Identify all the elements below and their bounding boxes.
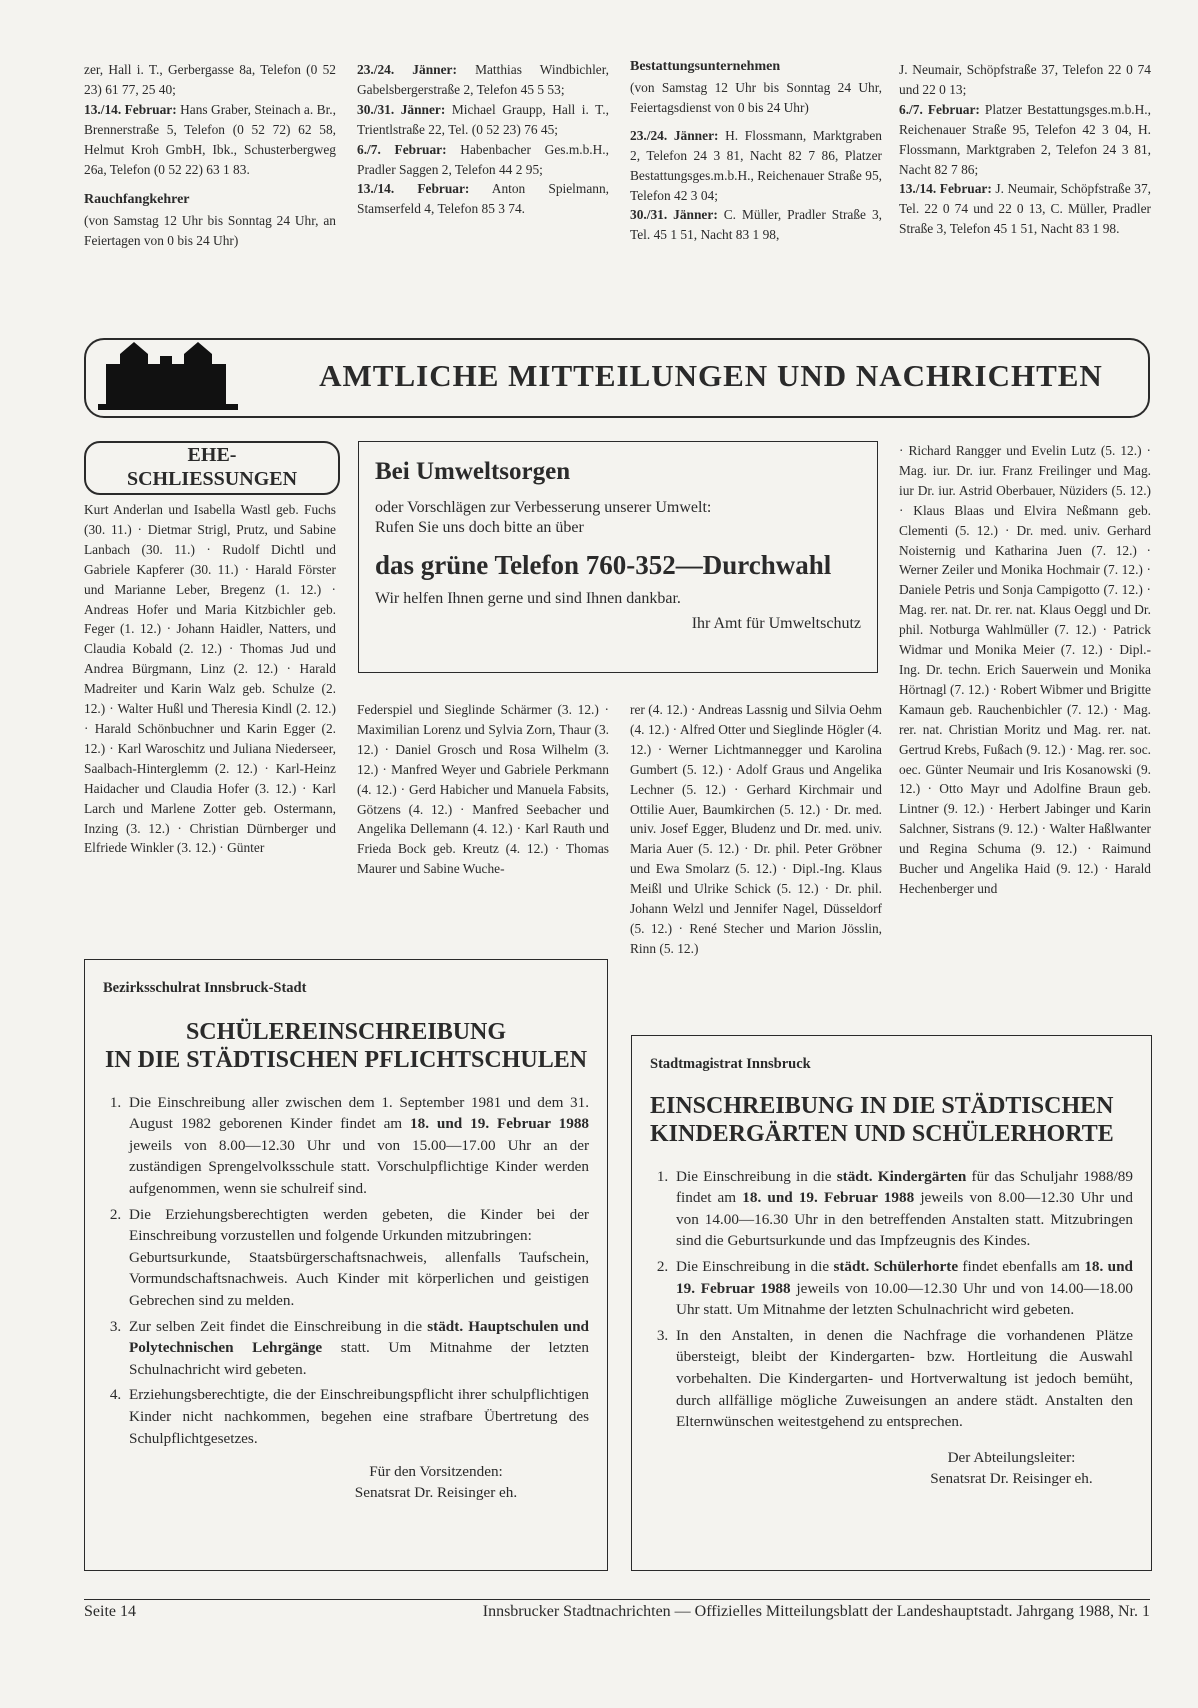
paragraph: 23./24. Jänner: Matthias Windbichler, Gabelsbergerstraße 2, Telefon 45 5 53; [357, 62, 609, 97]
publication-line: Innsbrucker Stadtnachrichten — Offizielles Mitteilungsblatt der Landeshauptstadt. Jahrgang 1988, Nr. 1 [482, 1603, 1150, 1620]
ehe-column-2 [357, 700, 609, 879]
top-column-4 [899, 60, 1151, 239]
list-item: 2. Die Einschreibung in die städt. Schülerhorte findet ebenfalls am 18. und 19. Februar 1988 jeweils von 10.00—12.30 Uhr und von 14.00—18.00 Uhr statt. Um Mitnahme der letzten Schulnachricht wird gebeten. [672, 1256, 1133, 1321]
kinder-list [650, 1166, 1133, 1433]
kinder-title-line2: KINDERGÄRTEN UND SCHÜLERHORTE [650, 1120, 1114, 1147]
paragraph: 6./7. Februar: Habenbacher Ges.m.b.H., Pradler Saggen 2, Telefon 44 2 95; [357, 141, 610, 177]
paragraph: 13./14. Februar: Hans Graber, Steinach a. Br., Brennerstraße 5, Telefon (0 52 72) 62 58, Helmut Kroh GmbH, Ibk., Schusterbergweg 26a, Telefon (0 52 22) 63 1 83. [84, 101, 336, 177]
paragraph: 13./14. Februar: Anton Spielmann, Stamserfeld 4, Telefon 85 3 74. [357, 181, 609, 217]
ehe-list-text: Federspiel und Sieglinde Schärmer (3. 12.) · Maximilian Lorenz und Sylvia Zorn, Thaur (3. 12.) · Daniel Grosch und Rosa Wilhelm (3. 12.) · Manfred Weyer und Gabriele Perkmann (4. 12.) · Gerd Habicher und Manuela Fabsits, Götzens (4. 12.) · Manfred Seebacher und Angelika Dellemann (4. 12.) · Karl Rauth und Frieda Bock geb. Kreutz (4. 12.) · Thomas Maurer und Sabine Wuche- [357, 702, 609, 877]
page-number: Seite 14 [84, 1603, 136, 1620]
ehe-heading-line1: EHE- [187, 444, 237, 466]
umwelt-phone: das grüne Telefon 760-352—Durchwahl [375, 550, 832, 580]
paragraph: 23./24. Jänner: H. Flossmann, Marktgraben 2, Telefon 24 3 81, Nacht 82 7 86, Platzer Bestattungsges.m.b.H., Reichenauer Straße 95, Telefon 42 3 04; [630, 127, 882, 203]
paragraph: (von Samstag 12 Uhr bis Sonntag 24 Uhr, Feiertagsdienst von 0 bis 24 Uhr) [630, 80, 882, 115]
kinder-organization: Stadtmagistrat Innsbruck [650, 1056, 811, 1072]
banner-title: AMTLICHE MITTEILUNGEN UND NACHRICHTEN [319, 358, 1103, 393]
umwelt-text-line: oder Vorschlägen zur Verbesserung unserer Umwelt: [375, 499, 712, 516]
paragraph: 6./7. Februar: Platzer Bestattungsges.m.b.H., Reichenauer Straße 95, Telefon 42 3 04, H. Flossmann, Marktgraben 2, Telefon 24 3 81, Nacht 82 7 86; [899, 101, 1152, 177]
footer-rule [84, 1599, 1150, 1600]
list-item: 1. Die Einschreibung in die städt. Kindergärten für das Schuljahr 1988/89 findet am 18. und 19. Februar 1988 jeweils von 8.00—12.30 Uhr und von 14.00—16.30 Uhr in den betreffenden Anstalten statt. Mitzubringen sind die Geburtsurkunde und das Impfzeugnis des Kindes. [672, 1166, 1133, 1252]
signature-line: Senatsrat Dr. Reisinger eh. [354, 1484, 518, 1502]
section-banner [84, 338, 1150, 418]
signature-line: Für den Vorsitzenden: [369, 1463, 503, 1481]
paragraph: 30./31. Jänner: Michael Graupp, Hall i. T., Trientlstraße 22, Tel. (0 52 23) 76 45; [357, 101, 609, 137]
schuelereinschreibung-box [84, 959, 608, 1571]
umwelt-signature: Ihr Amt für Umweltschutz [691, 615, 861, 632]
schule-title-line2: IN DIE STÄDTISCHEN PFLICHTSCHULEN [104, 1046, 588, 1073]
kindergarten-box [631, 1035, 1152, 1571]
schule-list [103, 1092, 589, 1450]
kinder-signature [650, 1447, 1133, 1489]
section-heading-bestattung: Bestattungsunternehmen [630, 59, 781, 74]
ehe-list-text: rer (4. 12.) · Andreas Lassnig und Silvia Oehm (4. 12.) · Alfred Otter und Sieglinde Högler (4. 12.) · Werner Lichtmannegger und Karolina Gumbert (5. 12.) · Adolf Graus und Angelika Lechner (5. 12.) · Gerhard Kirchmair und Ottilie Auer, Baumkirchen (5. 12.) · Dr. med. univ. Josef Egger, Bludenz und Dr. med. univ. Maria Auer (5. 12.) · Dr. phil. Peter Gröbner und Ewa Smolarz (5. 12.) · Dipl.-Ing. Klaus Meißl und Ulrike Schick (5. 12.) · Dr. phil. Johann Welzl und Jennifer Nagel, Düsseldorf (5. 12.) · René Stecher und Marion Jösslin, Rinn (5. 12.) [630, 702, 882, 956]
paragraph: zer, Hall i. T., Gerbergasse 8a, Telefon (0 52 23) 61 77, 25 40; [84, 62, 336, 97]
ehe-heading-box [84, 441, 340, 495]
paragraph: 13./14. Februar: J. Neumair, Schöpfstraße 37, Tel. 22 0 74 und 22 0 13, C. Müller, Pradler Straße 3, Telefon 45 1 51, Nacht 83 1 98. [899, 181, 1151, 237]
ehe-column-1 [84, 500, 336, 858]
ehe-list-text: · Richard Rangger und Evelin Lutz (5. 12.) · Mag. iur. Dr. iur. Franz Freilinger und Mag. iur Dr. iur. Astrid Oberbauer, Nüziders (5. 12.) · Klaus Blaas und Elvira Neßmann geb. Clementi (5. 12.) · Dr. med. univ. Gerhard Noisternig und Katharina Juen (7. 12.) · Werner Zeiler und Monika Hochmair (7. 12.) · Daniele Petris und Sonja Campigotto (7. 12.) · Mag. rer. nat. Dr. rer. nat. Klaus Oeggl und Dr. phil. Notburga Wahlmüller (7. 12.) · Patrick Widmar und Monika Meier (7. 12.) · Dipl.-Ing. Dr. techn. Erich Sauerwein und Monika Hörtnagl (7. 12.) · Robert Wibmer und Brigitte Kamaun geb. Rauchenbichler (7. 12.) · Mag. rer. nat. Christian Moritz und Mag. rer. nat. Gertrud Krebs, Fußach (9. 12.) · Mag. rer. soc. oec. Günter Neumair und Iris Kosanowski (9. 12.) · Otto Mayr und Adolfine Braun geb. Lintner (9. 12.) · Herbert Jabinger und Karin Salchner, Sistrans (9. 12.) · Walter Haßlwanter und Regina Schuma (9. 12.) · Raimund Bucher und Angelika Haid (9. 12.) · Harald Hechenberger und [899, 443, 1151, 896]
top-column-1 [84, 60, 336, 251]
list-item: 1. Die Einschreibung aller zwischen dem 1. September 1981 und dem 31. August 1982 geborenen Kinder findet am 18. und 19. Februar 1988 jeweils von 8.00—12.30 Uhr und von 15.00—17.00 Uhr an der zuständigen Sprengelvolksschule statt. Vorschulpflichtige Kinder werden aufgenommen, wenn sie schulreif sind. [125, 1092, 589, 1200]
section-heading-rauchfangkehrer: Rauchfangkehrer [84, 192, 190, 208]
signature-line: Der Abteilungsleiter: [947, 1448, 1076, 1466]
page-footer [84, 1603, 1150, 1621]
ehe-heading-line2: SCHLIESSUNGEN [126, 468, 298, 490]
top-column-3 [630, 56, 882, 245]
umwelt-text-line: Wir helfen Ihnen gerne und sind Ihnen dankbar. [375, 590, 681, 607]
signature-line: Senatsrat Dr. Reisinger eh. [930, 1469, 1093, 1487]
umwelt-notice-box [358, 441, 878, 673]
list-item: 3. In den Anstalten, in denen die Nachfrage die vorhandenen Plätze übersteigt, bleibt der Kindergarten- bzw. Hortleitung die Auswahl vorbehalten. Die Kindergarten- und Hortverwaltung ist jedoch bemüht, durch allfällige mögliche Zuweisungen an andere städt. Anstalten den Elternwünschen weitestgehend zu entsprechen. [672, 1325, 1133, 1433]
ehe-column-3 [630, 700, 882, 959]
schule-title-line1: SCHÜLEREINSCHREIBUNG [185, 1018, 507, 1045]
umwelt-title: Bei Umweltsorgen [375, 458, 571, 485]
umwelt-text-line: Rufen Sie uns doch bitte an über [375, 519, 584, 536]
paragraph: 30./31. Jänner: C. Müller, Pradler Straße 3, Tel. 45 1 51, Nacht 83 1 98, [630, 207, 882, 243]
ehe-list-text: Kurt Anderlan und Isabella Wastl geb. Fuchs (30. 11.) · Dietmar Strigl, Prutz, und Sabine Lanbach (30. 11.) · Rudolf Dichtl und Gabriele Kapferer (30. 11.) · Harald Förster und Marianne Leber, Bregenz (1. 12.) · Andreas Hofer und Maria Kitzbichler geb. Feger (1. 12.) · Johann Haidler, Natters, und Claudia Kobald (2. 12.) · Thomas Jud und Andrea Bürgmann, Linz (2. 12.) · Harald Madreiter und Karin Walz geb. Schulze (2. 12.) · Walter Hußl und Theresia Kindl (2. 12.) · Harald Schönbuchner und Karin Egger (2. 12.) · Karl Waroschitz und Juliana Niederseer, Saalbach-Hinterglemm (2. 12.) · Karl-Heinz Haidacher und Claudia Hofer (3. 12.) · Karl Larch und Marlene Zotter geb. Ostermann, Inzing (3. 12.) · Christian Dürnberger und Elfriede Winkler (3. 12.) · Günter [84, 502, 336, 856]
schule-signature [103, 1461, 589, 1503]
paragraph: J. Neumair, Schöpfstraße 37, Telefon 22 0 74 und 22 0 13; [899, 62, 1151, 97]
list-item: 3. Zur selben Zeit findet die Einschreibung in die städt. Hauptschulen und Polytechnischen Lehrgänge statt. Um Mitnahme der letzten Schulnachricht wird gebeten. [125, 1316, 589, 1381]
top-column-2 [357, 60, 609, 219]
ehe-column-4 [899, 441, 1151, 899]
paragraph: (von Samstag 12 Uhr bis Sonntag 24 Uhr, an Feiertagen von 0 bis 24 Uhr) [84, 213, 336, 249]
schule-organization: Bezirksschulrat Innsbruck-Stadt [103, 980, 307, 996]
city-logo-icon [98, 334, 258, 414]
list-item: 4. Erziehungsberechtigte, die der Einschreibungspflicht ihrer schulpflichtigen Kinder nicht nachkommen, begehen eine strafbare Übertretung des Schulpflichtgesetzes. [125, 1384, 589, 1449]
list-item: 2. Die Erziehungsberechtigten werden gebeten, die Kinder bei der Einschreibung vorzustellen und folgende Urkunden mitzubringen: Geburtsurkunde, Staatsbürgerschaftsnachweis, allenfalls Taufschein, Vormundschaftsnachweis. Auch Kinder mit körperlichen und geistigen Gebrechen sind zu melden. [125, 1204, 589, 1312]
kinder-title-line1: EINSCHREIBUNG IN DIE STÄDTISCHEN [650, 1092, 1114, 1119]
